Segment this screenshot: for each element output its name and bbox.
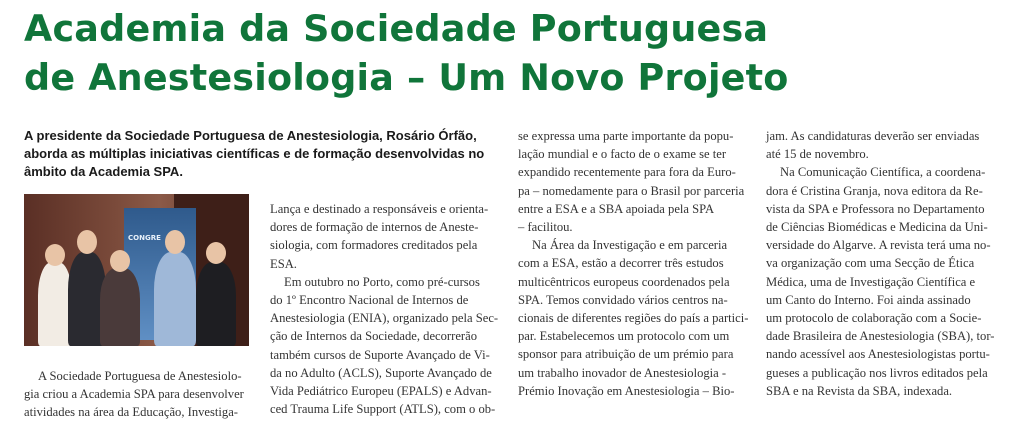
text-line: também cursos de Suporte Avançado de Vi- [270,347,490,362]
text-line: A Sociedade Portuguesa de Anestesiolo- [38,369,242,383]
text-line: lação mundial e o facto de o exame se ter [518,147,727,162]
person-4 [154,252,196,346]
photo-banner-text: CONGRE [128,234,161,242]
person-2-head [77,230,97,254]
text-line: versidade do Algarve. A revista terá uma no- [766,238,991,253]
text-line: ced Trauma Life Support (ATLS), com o ob- [270,402,496,417]
text-line: de Ciências Biomédicas e Medicina da Uni- [766,220,988,235]
text-line: Na Área da Investigação e em parceria [532,238,728,253]
text-line: siologia, com formadores creditados pela [270,238,478,253]
text-line: expandido recentemente para fora da Euro- [518,165,736,180]
text-line: dores de formação de internos de Aneste- [270,220,479,235]
text-line: va organização com uma Secção de Ética [766,256,975,271]
text-line: Lança e destinado a responsáveis e orienta- [270,202,489,216]
text-line: multicêntricos europeus coordenados pela [518,274,730,289]
text-line: sponsor para atribuição de um prémio para [518,347,734,362]
person-3-head [110,250,130,272]
person-5-head [206,242,226,264]
text-line: par. Estabelecemos um protocolo com um [518,329,730,344]
article-lede [24,127,504,181]
text-line: Prémio Inovação em Anestesiologia – Bio- [518,383,735,398]
text-line: SPA. Temos convidado vários centros na- [518,292,728,307]
article-column-1 [24,367,252,422]
text-line: Vida Pediátrico Europeu (EPALS) e Advan- [270,384,492,399]
text-line: Anestesiologia (ENIA), organizado pela Sec- [270,311,499,326]
text-line: jam. As candidaturas deverão ser enviadas [766,129,980,143]
text-line: com a ESA, estão a decorrer três estudos [518,256,724,271]
person-1-head [45,244,65,266]
lede-line: aborda as múltiplas iniciativas científicas e de formação desenvolvidas no [24,146,485,161]
text-line: dade Brasileira de Anestesiologia (SBA), tor- [766,329,995,344]
headline-line-2: de Anestesiologia – Um Novo Projeto [24,56,789,99]
person-1 [38,262,72,346]
text-line: atividades na área da Educação, Investiga- [24,405,238,420]
text-line: – facilitou. [518,220,573,235]
text-line: dora é Cristina Granja, nova editora da Re- [766,183,983,198]
text-line: ESA. [270,256,297,271]
article-column-2 [270,200,500,418]
text-line: um Canto do Interno. Foi ainda assinado [766,292,971,307]
text-line: nando acessível aos Anestesiologistas portu- [766,347,990,362]
lede-line: A presidente da Sociedade Portuguesa de Anestesiologia, Rosário Órfão, [24,128,477,143]
group-photo [24,194,249,346]
text-line: se expressa uma parte importante da popu- [518,129,734,143]
text-line: cionais de diferentes regiões do país a partici- [518,311,749,326]
text-line: até 15 de novembro. [766,147,869,162]
text-line: do 1º Encontro Nacional de Internos de [270,293,469,308]
text-line: um protocolo de colaboração com a Socie- [766,311,982,326]
text-line: um trabalho inovador de Anestesiologia - [518,365,727,380]
article-headline [24,4,1004,102]
text-line: ção de Internos da Sociedade, decorrerão [270,329,477,344]
text-line: gia criou a Academia SPA para desenvolver [24,387,244,402]
article-column-4 [766,127,996,400]
text-line: gueses a publicação nos livros editados pela [766,365,988,380]
text-line: Em outubro no Porto, como pré-cursos [284,274,480,289]
person-3 [100,268,140,346]
person-5 [196,262,236,346]
text-line: Na Comunicação Científica, a coordena- [780,165,986,180]
lede-line: âmbito da Academia SPA. [24,164,183,179]
text-line: SBA e na Revista da SBA, indexada. [766,383,953,398]
text-line: entre a ESA e a SBA apoiada pela SPA [518,201,715,216]
person-4-head [165,230,185,254]
headline-line-1: Academia da Sociedade Portuguesa [24,7,769,50]
text-line: Médica, uma de Investigação Científica e [766,274,976,289]
text-line: da no Adulto (ACLS), Suporte Avançado de [270,365,492,380]
article-column-3 [518,127,748,400]
text-line: vista da SPA e Professora no Departamento [766,201,985,216]
text-line: pa – nomedamente para o Brasil por parceria [518,183,745,198]
